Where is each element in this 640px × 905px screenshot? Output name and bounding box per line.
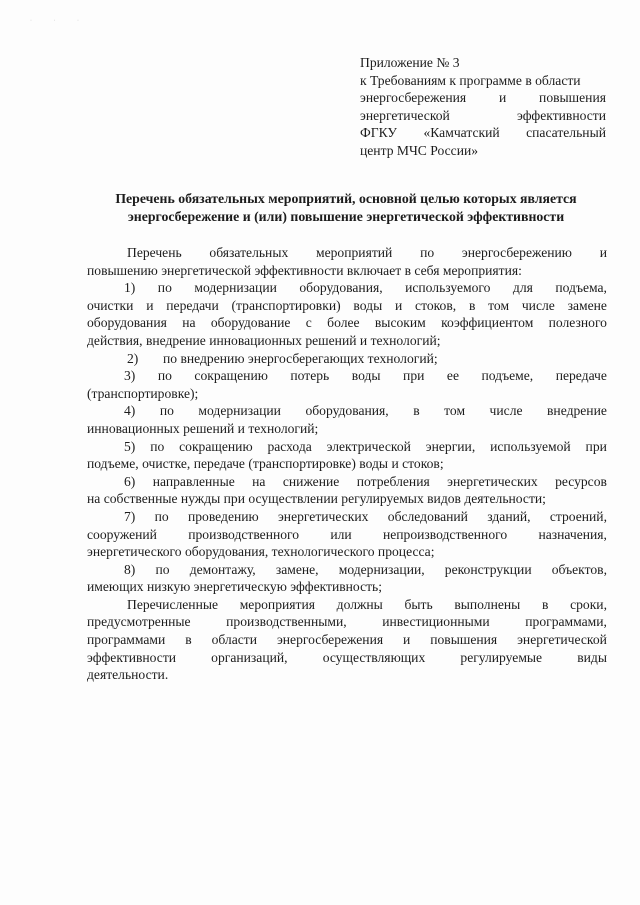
- word: 1): [124, 280, 136, 296]
- word: потребления: [356, 473, 430, 489]
- word: направленные: [152, 473, 235, 489]
- item-3-line-2: (транспортировке);: [87, 385, 199, 401]
- appendix-line-4: [360, 107, 606, 125]
- word: должны: [336, 596, 383, 612]
- word: 6): [124, 473, 136, 489]
- word: энергосбережения: [276, 632, 384, 648]
- word: энергетических: [277, 508, 369, 524]
- word: обязательных: [209, 245, 289, 260]
- word: или: [330, 526, 352, 542]
- word: (транспортировки): [231, 297, 341, 313]
- word: в: [541, 596, 549, 612]
- item-1-line-4: действия, внедрение инновационных решений и технологий;: [87, 332, 441, 348]
- word: стоков,: [415, 297, 457, 313]
- word: повышения: [430, 632, 498, 648]
- word: 3): [124, 368, 136, 384]
- word: 5): [124, 438, 136, 454]
- word: оборудование: [210, 315, 291, 331]
- word: по: [155, 561, 170, 577]
- closing-line-5: деятельности.: [87, 667, 169, 683]
- word: энергетической: [517, 632, 607, 648]
- word: выполнены: [454, 596, 521, 612]
- word: на: [182, 315, 196, 331]
- word: строений,: [549, 508, 607, 524]
- word: сокращению: [179, 438, 253, 454]
- title-line-1: Перечень обязательных мероприятий, основной целью которых является: [115, 191, 577, 206]
- word: для: [512, 280, 533, 296]
- word: инвестиционными: [382, 614, 490, 630]
- word: по: [154, 508, 169, 524]
- word: воды: [353, 297, 383, 313]
- word: числе: [489, 403, 523, 419]
- word: том: [488, 297, 510, 313]
- word: эффективности: [516, 107, 606, 123]
- word: сроки,: [570, 596, 607, 612]
- item-7-line-1: [87, 508, 607, 526]
- word: программами: [87, 632, 166, 648]
- word: энергосбережению: [461, 245, 572, 260]
- word: при: [403, 368, 425, 384]
- word: внедрение: [547, 403, 607, 419]
- closing-line-4: [87, 649, 607, 667]
- word: используемого: [405, 280, 491, 296]
- word: Перечисленные: [127, 596, 219, 612]
- word: в: [468, 297, 476, 313]
- item-2: [87, 350, 607, 368]
- word: модернизации,: [338, 561, 425, 577]
- scan-artifact-dots: · · ·: [30, 18, 89, 24]
- word: спасательный: [526, 125, 606, 140]
- word: и: [599, 245, 607, 260]
- word: потерь: [290, 368, 330, 384]
- word: «Камчатский: [423, 125, 500, 140]
- word: назначения,: [538, 526, 607, 542]
- word: предусмотренные: [87, 614, 191, 630]
- word: осуществляющих: [322, 649, 426, 665]
- item-6-line-1: [87, 473, 607, 491]
- word: на: [252, 473, 266, 489]
- word: замене,: [275, 561, 319, 577]
- closing-line-1: [87, 596, 607, 614]
- word: непроизводственного: [382, 526, 508, 542]
- word: электрической: [326, 438, 411, 454]
- word: зданий,: [487, 508, 531, 524]
- intro-line-1: [87, 244, 607, 262]
- word: и: [403, 632, 411, 648]
- word: организаций,: [211, 649, 288, 665]
- word: по: [157, 280, 172, 296]
- word: оборудования: [87, 315, 167, 331]
- appendix-header: [360, 54, 606, 159]
- word: и: [394, 297, 403, 313]
- item-8-line-1: [87, 561, 607, 579]
- word: числе: [521, 297, 555, 313]
- appendix-reference: к Требованиям к программе в области: [360, 72, 581, 88]
- word: энергосбережения: [360, 90, 467, 105]
- word: производственного: [188, 526, 300, 542]
- word: более: [327, 315, 360, 331]
- word: ФГКУ: [360, 125, 398, 140]
- word: быть: [404, 596, 433, 612]
- word: программами,: [525, 614, 607, 630]
- word: при: [585, 438, 607, 454]
- word: очистки: [87, 297, 134, 313]
- item-5-line-1: [87, 438, 607, 456]
- word: проведению: [187, 508, 259, 524]
- word: энергетической: [360, 107, 450, 123]
- word: снижение: [282, 473, 340, 489]
- word: Перечень: [127, 245, 182, 260]
- word: модернизации: [198, 403, 281, 419]
- word: по: [159, 403, 174, 419]
- closing-line-3: [87, 631, 607, 649]
- appendix-org-name: центр МЧС России»: [360, 142, 479, 158]
- word: реконструкции: [444, 561, 532, 577]
- word: эффективности: [87, 649, 177, 665]
- word: передаче: [555, 368, 607, 384]
- appendix-line-3: [360, 89, 606, 107]
- document-title: [76, 190, 616, 226]
- word: подъеме,: [481, 368, 534, 384]
- item-8-line-2: имеющих низкую энергетическую эффективность;: [87, 579, 383, 595]
- word: коэффициентом: [441, 315, 534, 331]
- word: подъема,: [555, 280, 607, 296]
- word: замене: [567, 297, 607, 313]
- item-3-line-1: [87, 367, 607, 385]
- closing-line-2: [87, 613, 607, 631]
- appendix-line-5: [360, 124, 606, 142]
- word: виды: [577, 649, 607, 665]
- word: обследований: [387, 508, 468, 524]
- word: высоким: [374, 315, 426, 331]
- word: передачи: [166, 297, 219, 313]
- word: ее: [446, 368, 459, 384]
- word: области: [211, 632, 258, 648]
- item-5-line-2: подъеме, очистке, передаче (транспортировке) воды и стоков;: [87, 456, 444, 472]
- word: энергии,: [425, 438, 476, 454]
- word: 8): [124, 561, 136, 577]
- word: 4): [124, 403, 136, 419]
- word: оборудования,: [299, 280, 383, 296]
- word: в: [185, 632, 192, 648]
- word: в: [413, 403, 420, 419]
- word: с: [305, 315, 312, 331]
- word: ресурсов: [555, 473, 607, 489]
- word: мероприятий: [316, 245, 393, 260]
- word: том: [444, 403, 466, 419]
- word: мероприятия: [239, 596, 315, 612]
- word: сокращению: [194, 368, 268, 384]
- word: производственными,: [226, 614, 347, 630]
- word: сооружений: [87, 526, 157, 542]
- word: используемой: [490, 438, 571, 454]
- title-line-2: энергосбережение и (или) повышение энергетической эффективности: [127, 209, 565, 224]
- item-4-line-1: [87, 402, 607, 420]
- item-2-text: по внедрению энергосберегающих технологий;: [163, 350, 438, 366]
- item-1-line-2: [87, 297, 607, 315]
- word: и: [498, 90, 507, 105]
- word: энергетических: [447, 473, 538, 489]
- item-6-line-2: на собственные нужды при осуществлении регулируемых видов деятельности;: [87, 491, 546, 507]
- item-2-number: 2): [127, 350, 139, 366]
- word: 7): [124, 508, 136, 524]
- word: и: [146, 297, 154, 313]
- word: по: [157, 368, 172, 384]
- word: демонтажу,: [189, 561, 256, 577]
- word: объектов,: [551, 561, 607, 577]
- item-1-line-1: [87, 279, 607, 297]
- word: по: [420, 245, 435, 260]
- word: оборудования,: [305, 403, 389, 419]
- word: расхода: [267, 438, 312, 454]
- word: воды: [351, 368, 381, 384]
- word: повышения: [539, 90, 606, 105]
- appendix-number: Приложение № 3: [360, 55, 460, 70]
- word: регулируемые: [460, 649, 543, 665]
- word: модернизации: [194, 280, 277, 296]
- item-7-line-3: энергетического оборудования, технологического процесса;: [87, 544, 435, 560]
- word: полезного: [548, 315, 607, 331]
- item-4-line-2: инновационных решений и технологий;: [87, 420, 319, 436]
- intro-line-2: повышению энергетической эффективности включает в себя мероприятия:: [87, 262, 522, 278]
- item-7-line-2: [87, 526, 607, 544]
- word: по: [150, 438, 165, 454]
- item-1-line-3: [87, 314, 607, 332]
- document-body: [87, 244, 607, 684]
